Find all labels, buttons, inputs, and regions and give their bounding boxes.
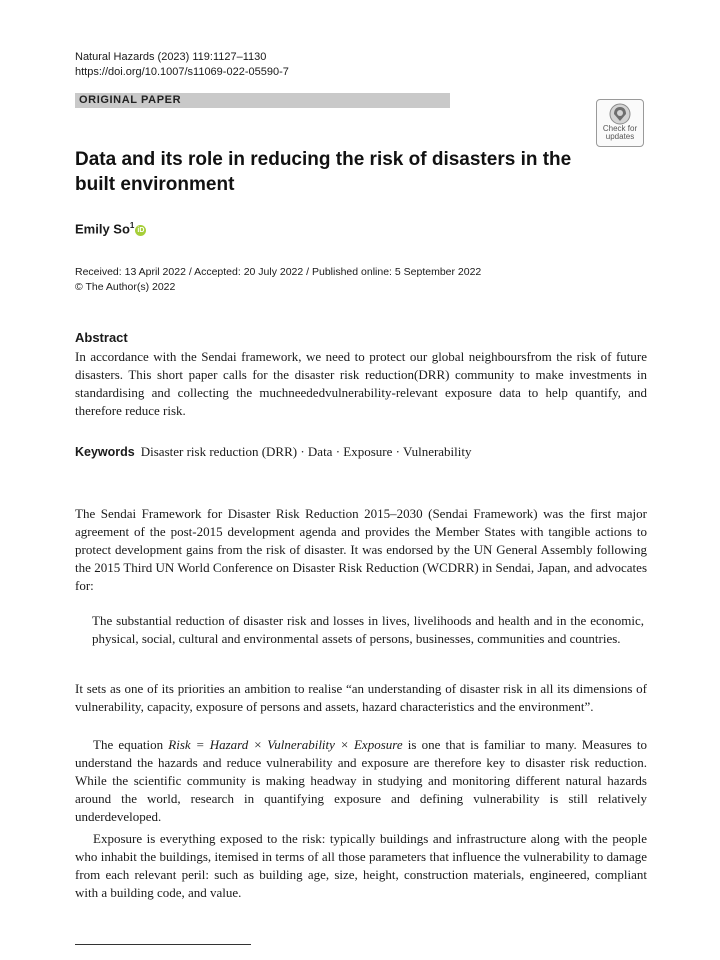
article-type-label: ORIGINAL PAPER: [79, 94, 182, 106]
badge-line2: updates: [605, 132, 635, 141]
license-line: © The Author(s) 2022: [75, 281, 176, 293]
check-for-updates-icon: [609, 103, 631, 125]
check-for-updates-badge[interactable]: [596, 99, 644, 147]
body-paragraph-3: [75, 736, 647, 826]
journal-header: [75, 50, 289, 80]
block-quote: The substantial reduction of disaster risk and losses in lives, livelihoods and health and in the economic, physical, social, cultural and environmental assets of persons, businesses, communities and countries.: [92, 613, 644, 646]
author-line: [75, 221, 146, 236]
body-paragraph-2: It sets as one of its priorities an ambition to realise “an understanding of disaster risk in all its dimensions of vulnerability, capacity, exposure of persons and assets, hazard characteristics and the environment”.: [75, 681, 647, 714]
body-paragraph-1: The Sendai Framework for Disaster Risk Reduction 2015–2030 (Sendai Framework) was the first major agreement of the post-2015 development agenda and provides the Member States with tangible actions to protect development gains from the risk of disaster. It was endorsed by the UN General Assembly following the 2015 Third UN World Conference on Disaster Risk Reduction (WCDRR) in Sendai, Japan, and advocates for:: [75, 506, 647, 593]
body-paragraph-4: Exposure is everything exposed to the risk: typically buildings and infrastructure along with the people who inhabit the buildings, itemised in terms of all those parameters that influence the vulnerability to damage from each relevant peril: such as building age, size, height, construction materials, engineered, compliant with a building code, and value.: [75, 831, 647, 900]
publication-dates: [75, 265, 481, 295]
article-type-bar: [75, 93, 450, 108]
p3-end: is one that is familiar to many. Measures to understand the hazards and reduce vulnerability and exposure are therefore key to disaster risk reduction. While the scientific community is making headway in studying and monitoring different natural hazards around the world, research in quantifying exposure and defining vulnerability is still relatively underdeveloped.: [75, 737, 647, 824]
badge-line1: Check for: [602, 124, 638, 133]
affiliation-mark[interactable]: 1: [129, 221, 135, 230]
orcid-icon[interactable]: iD: [137, 227, 145, 235]
author-name[interactable]: Emily So: [75, 221, 130, 237]
keywords-label: Keywords: [75, 445, 135, 459]
history-dates: Received: 13 April 2022 / Accepted: 20 July 2022 / Published online: 5 September 2022: [75, 266, 482, 278]
abstract-text: In accordance with the Sendai framework, we need to protect our global neighboursfrom the risk of future disasters. This short paper calls for the disaster risk reduction(DRR) community to make investments in standardising and collecting the muchneededvulnerability-relevant exposure data to help quantify, and therefore reduce risk.: [75, 349, 647, 418]
p3-start: The equation: [93, 737, 169, 752]
keywords-list: Disaster risk reduction (DRR) · Data · Exposure · Vulnerability: [140, 444, 472, 459]
footnote-separator: [75, 944, 251, 945]
abstract-heading: Abstract: [75, 330, 128, 345]
keywords-line: [75, 444, 472, 460]
risk-equation: Risk = Hazard × Vulnerability × Exposure: [168, 737, 403, 752]
paper-title: Data and its role in reducing the risk of disasters in the built environment: [75, 149, 572, 195]
doi-link[interactable]: https://doi.org/10.1007/s11069-022-05590-7: [75, 66, 289, 78]
journal-citation: Natural Hazards (2023) 119:1127–1130: [75, 51, 267, 63]
